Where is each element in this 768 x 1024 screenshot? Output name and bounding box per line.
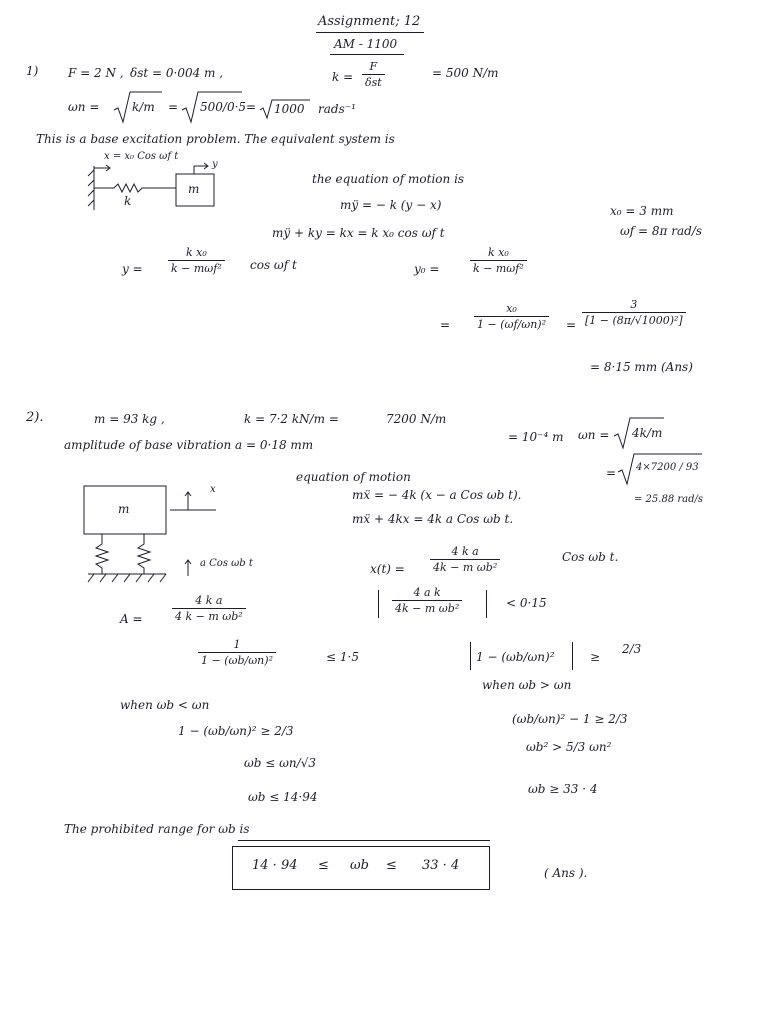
p1-y0c-denominator: [1 − (8π/√1000)²] <box>582 312 686 327</box>
p1-wn-sqrt-3: 1000 <box>274 102 305 116</box>
p1-y0-numerator: k x₀ <box>487 246 509 259</box>
p2-answer-tag: ( Ans ). <box>544 866 588 880</box>
p2-given-stiffness: k = 7·2 kN/m = <box>244 412 339 426</box>
p2-amplitude-text: amplitude of base vibration a = 0·18 mm <box>64 438 314 452</box>
p1-k-fraction <box>362 60 385 89</box>
p2-xt-lhs: x(t) = <box>370 562 405 576</box>
p2-ineq3-fraction: 2/3 <box>622 642 642 656</box>
p1-k-lhs: k = <box>332 70 354 84</box>
p2-range-op-2: ≤ <box>386 858 397 873</box>
p1-y0c-numerator: 3 <box>630 298 638 311</box>
p2-base-excitation-diagram <box>84 486 224 586</box>
p1-y0b-denominator: 1 − (ωf/ωn)² <box>474 316 549 331</box>
p1-y0c-fraction <box>582 298 686 327</box>
p2-ineq1-rhs: < 0·15 <box>506 596 547 610</box>
p2-fig-base-motion-label: a Cos ωb t <box>200 558 253 569</box>
p2-wn-sqrt: 4k/m <box>632 426 663 440</box>
p2-ineq1-numerator: 4 a k <box>413 586 441 599</box>
p2-given-mass: m = 93 kg , <box>94 412 165 426</box>
course-underline <box>330 54 404 55</box>
p1-y-tail: cos ωf t <box>250 258 297 272</box>
p2-case-less-step-1: 1 − (ωb/ωn)² ≥ 2/3 <box>178 724 294 738</box>
p1-eom-1: mÿ = − k (y − x) <box>340 198 442 212</box>
p2-wn-value: = 25.88 rad/s <box>634 494 704 505</box>
p2-ineq1-denominator: 4k − m ωb² <box>392 600 462 615</box>
p2-case-less-step-2: ωb ≤ ωn/√3 <box>244 756 316 770</box>
p1-problem-statement: This is a base excitation problem. The equivalent system is <box>36 132 395 146</box>
p2-ineq1-fraction <box>392 586 462 615</box>
p2-ineq2-rhs: ≤ 1·5 <box>326 650 359 664</box>
p2-case-greater-step-1: (ωb/ωn)² − 1 ≥ 2/3 <box>512 712 628 726</box>
p2-range-variable: ωb <box>350 858 369 873</box>
p1-k-denominator: δst <box>362 74 385 89</box>
p2-case-less-result: ωb ≤ 14·94 <box>248 790 318 804</box>
p1-wn-equals-1: = <box>168 100 179 114</box>
p2-a-denominator: 4 k − m ωb² <box>172 608 246 623</box>
p2-xt-fraction <box>430 545 500 574</box>
p1-fig-mass-label: m <box>188 182 200 196</box>
course-code: AM - 1100 <box>334 37 398 51</box>
p1-y0b-fraction <box>474 302 549 331</box>
p1-given-wf: ωf = 8π rad/s <box>620 224 703 238</box>
p1-answer: = 8·15 mm (Ans) <box>590 360 693 374</box>
p2-xt-tail: Cos ωb t. <box>562 550 619 564</box>
p1-y-numerator: k x₀ <box>185 246 207 259</box>
p2-abs-bar-left-2 <box>470 642 471 670</box>
p1-given-x0: x₀ = 3 mm <box>610 204 674 218</box>
p1-wn-sqrt-1: k/m <box>132 100 155 114</box>
p2-a-lhs: A = <box>120 612 143 626</box>
p2-xt-denominator: 4k − m ωb² <box>430 559 500 574</box>
p2-range-low: 14 · 94 <box>252 858 298 873</box>
p1-fig-spring-label: k <box>124 194 132 208</box>
p1-eom-intro: the equation of motion is <box>312 172 465 186</box>
title-underline <box>316 32 424 33</box>
p2-fig-mass-label: m <box>118 502 130 516</box>
p1-k-numerator: F <box>369 60 378 73</box>
p2-ineq2-numerator: 1 <box>233 638 241 651</box>
p1-y-fraction <box>168 246 225 275</box>
p2-range-op-1: ≤ <box>318 858 329 873</box>
p1-y0-denominator: k − mωf² <box>470 260 527 275</box>
p1-y-lhs: y = <box>122 262 143 276</box>
p1-eom-2: mÿ + ky = kx = k x₀ cos ωf t <box>272 226 445 240</box>
p1-wn-unit: rads⁻¹ <box>318 102 356 116</box>
p2-ineq2-denominator: 1 − (ωb/ωn)² <box>198 652 276 667</box>
problem-2-number: 2). <box>26 410 44 425</box>
p1-fig-base-motion-label: x = x₀ Cos ωf t <box>104 151 179 162</box>
p1-y0c-equals: = <box>566 318 577 332</box>
p2-abs-bar-left-1 <box>378 590 379 618</box>
p2-a-fraction <box>172 594 246 623</box>
p2-abs-bar-right-2 <box>572 642 573 670</box>
p2-case-less-heading: when ωb < ωn <box>120 698 210 712</box>
p2-wn-lhs: ωn = <box>578 428 610 442</box>
problem-1-number: 1) <box>26 64 39 78</box>
p1-given-force: F = 2 N , <box>68 66 124 80</box>
p1-y0-lhs: y₀ = <box>414 262 440 276</box>
assignment-title: Assignment; 12 <box>318 14 421 29</box>
p1-y0b-equals: = <box>440 318 451 332</box>
p2-abs-bar-right-1 <box>486 590 487 618</box>
p1-wn-lhs: ωn = <box>68 100 100 114</box>
p2-a-numerator: 4 k a <box>195 594 223 607</box>
p2-range-high: 33 · 4 <box>422 858 460 873</box>
p2-given-stiffness-si: 7200 N/m <box>386 412 447 426</box>
p1-fig-y-label: y <box>212 159 218 170</box>
p2-fig-x-label: x <box>210 484 216 495</box>
p2-case-greater-heading: when ωb > ωn <box>482 678 572 692</box>
p2-amplitude-si: = 10⁻⁴ m <box>508 430 564 444</box>
p1-y0-fraction <box>470 246 527 275</box>
p2-ineq3-rhs: ≥ <box>590 650 601 664</box>
p1-wn-sqrt-2: 500/0·5 <box>200 100 247 114</box>
p1-y-denominator: k − mωf² <box>168 260 225 275</box>
p2-eom-1: mẍ = − 4k (x − a Cos ωb t). <box>352 488 522 502</box>
p2-wn-step: 4×7200 / 93 <box>636 462 699 473</box>
p2-case-greater-result: ωb ≥ 33 · 4 <box>528 782 598 796</box>
p2-ineq3: 1 − (ωb/ωn)² <box>476 650 555 664</box>
p1-k-result: = 500 N/m <box>432 66 499 80</box>
p2-ineq2-fraction <box>198 638 276 667</box>
p2-conclusion: The prohibited range for ωb is <box>64 822 250 836</box>
p1-given-deflection: δst = 0·004 m , <box>130 66 224 80</box>
p2-eom-intro: equation of motion <box>296 470 411 484</box>
p2-answer-box-top-rule <box>238 840 490 841</box>
p2-eom-2: mẍ + 4kx = 4k a Cos ωb t. <box>352 512 514 526</box>
p2-case-greater-step-2: ωb² > 5/3 ωn² <box>526 740 612 754</box>
p1-wn-equals-2: = <box>246 100 257 114</box>
p1-y0b-numerator: x₀ <box>506 302 517 315</box>
p2-wn-step-equals: = <box>606 466 617 480</box>
p2-xt-numerator: 4 k a <box>451 545 479 558</box>
p1-base-excitation-diagram <box>84 154 224 214</box>
